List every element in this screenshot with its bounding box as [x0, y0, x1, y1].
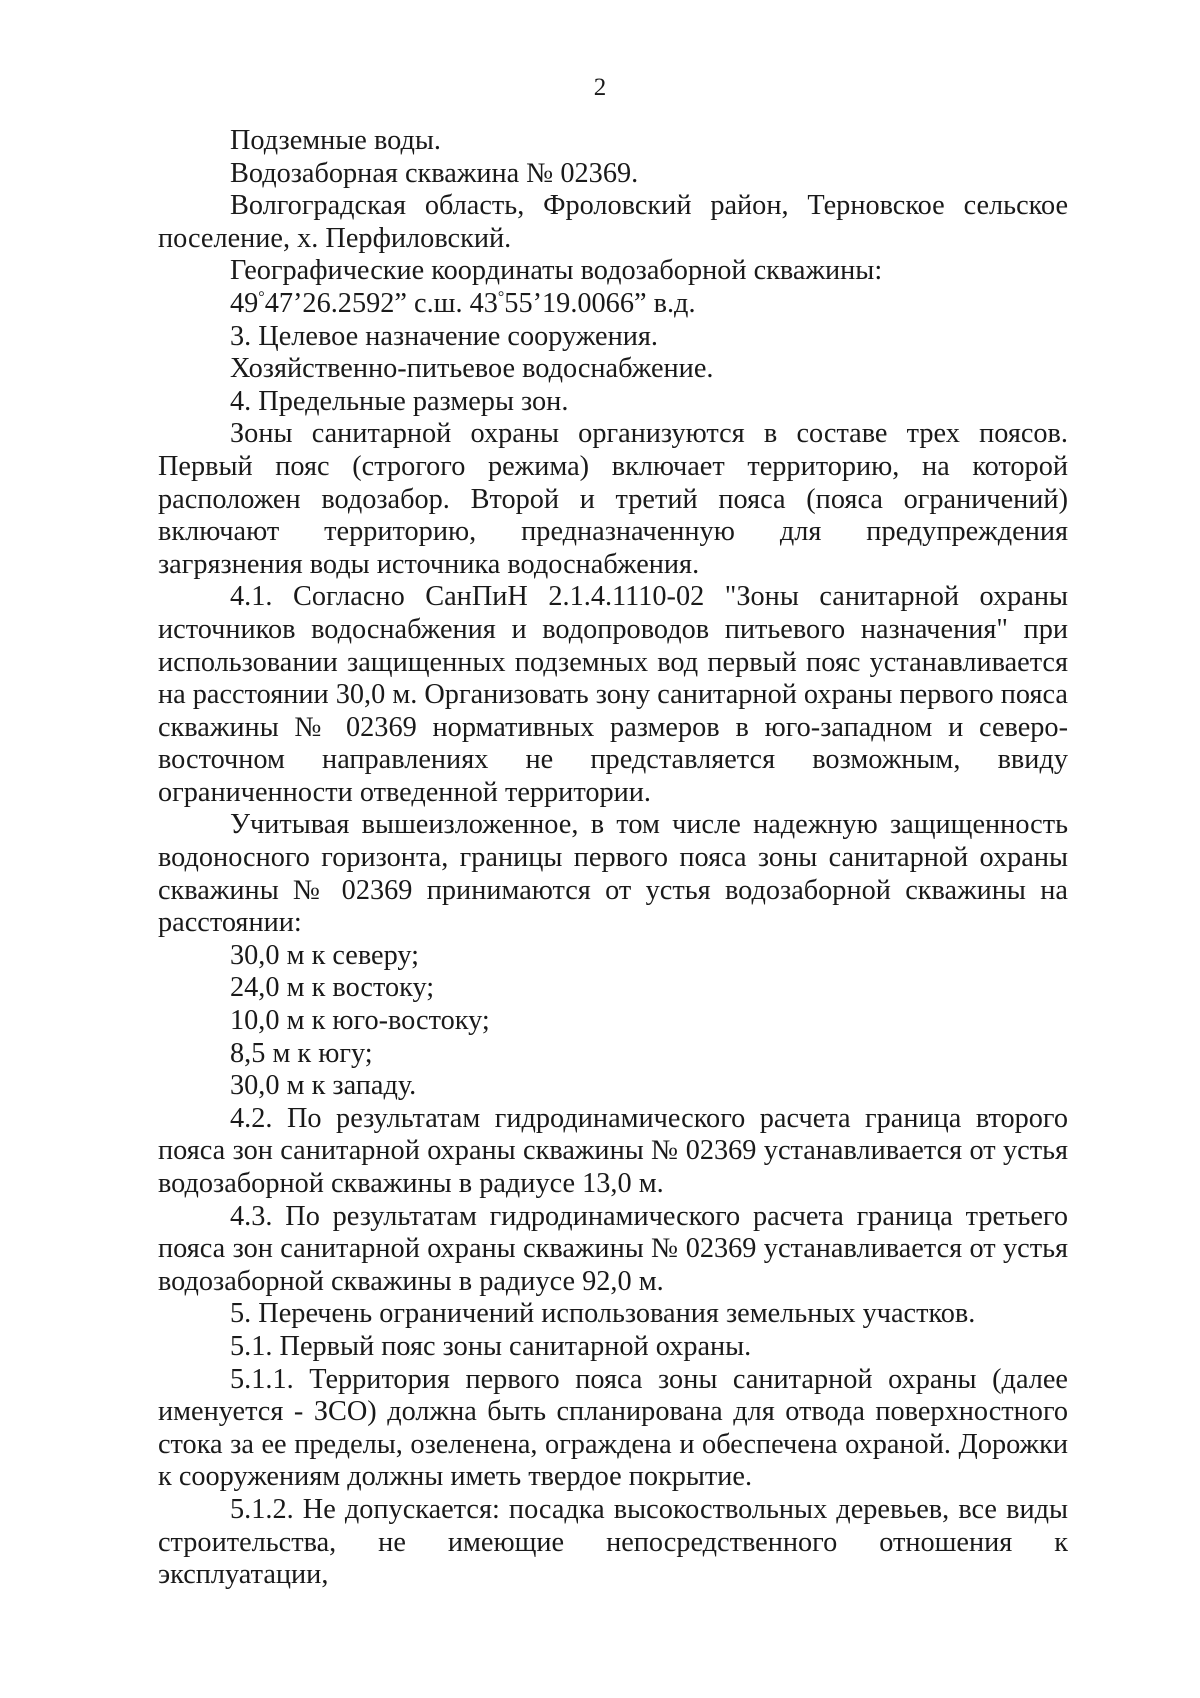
distance-east: 24,0 м к востоку;	[230, 972, 435, 1004]
distance-north: 30,0 м к северу;	[230, 939, 420, 971]
paragraph-water-type: Подземные воды.	[230, 125, 441, 156]
paragraph-section-4-1: 4.1. Согласно СанПиН 2.1.4.1110-02 "Зоны санитарной охраны источников водоснабжения и водопроводов питьевого назначения" при использовании защищенных подземных вод первый пояс устанавливается на расстоянии 30,0 м. Организовать зону санитарной охраны первого пояса скважины № 02369 нормативных размеров в юго-западном и северо-восточном направлениях не представляется возможным, ввиду ограниченности отведенной территории.	[158, 581, 1068, 808]
distance-west: 30,0 м к западу.	[230, 1070, 417, 1102]
longitude-degrees: 43	[469, 287, 498, 319]
paragraph-section-3: 3. Целевое назначение сооружения.	[230, 320, 658, 352]
longitude-degree-symbol: °	[497, 288, 505, 306]
paragraph-section-5-1-2: 5.1.2. Не допускается: посадка высокоствольных деревьев, все виды строительства, не имеющие непосредственного отношения к эксплуатации,	[158, 1493, 1068, 1591]
paragraph-location: Волгоградская область, Фроловский район, Терновское сельское поселение, х. Перфиловский.	[158, 190, 1068, 254]
page-number: 2	[593, 74, 607, 101]
latitude-degrees: 49	[230, 287, 259, 319]
latitude-degree-symbol: °	[258, 288, 265, 306]
longitude-rest: 55’19.0066” в.д.	[504, 287, 696, 319]
paragraph-coordinates-heading: Географические координаты водозаборной скважины:	[230, 255, 883, 287]
paragraph-zones: Зоны санитарной охраны организуются в составе трех поясов. Первый пояс (строгого режима) включает территорию, на которой расположен водозабор. Второй и третий пояса (пояса ограничений) включают территорию, предназначенную для предупреждения загрязнения воды источника водоснабжения.	[158, 418, 1068, 580]
paragraph-section-4-3: 4.3. По результатам гидродинамического расчета граница третьего пояса зон санитарной охраны скважины № 02369 устанавливается от устья водозаборной скважины в радиусе 92,0 м.	[158, 1200, 1068, 1297]
paragraph-section-5-1-1: 5.1.1. Территория первого пояса зоны санитарной охраны (далее именуется - ЗСО) должна быть спланирована для отвода поверхностного стока за ее пределы, озеленена, ограждена и обеспечена охраной. Дорожки к сооружениям должны иметь твердое покрытие.	[158, 1363, 1068, 1493]
distance-south: 8,5 м к югу;	[230, 1037, 373, 1069]
latitude-rest: 47’26.2592” с.ш.	[264, 287, 470, 319]
distance-southeast: 10,0 м к юго-востоку;	[230, 1005, 490, 1037]
document-body	[158, 125, 1068, 1592]
paragraph-coordinates	[158, 288, 1068, 321]
paragraph-section-5-1: 5.1. Первый пояс зоны санитарной охраны.	[230, 1330, 752, 1362]
paragraph-section-4: 4. Предельные размеры зон.	[230, 385, 569, 417]
paragraph-well-number: Водозаборная скважина № 02369.	[230, 157, 639, 189]
paragraph-section-5: 5. Перечень ограничений использования земельных участков.	[230, 1298, 976, 1330]
paragraph-section-4-2: 4.2. По результатам гидродинамического расчета граница второго пояса зон санитарной охраны скважины № 02369 устанавливается от устья водозаборной скважины в радиусе 13,0 м.	[158, 1102, 1068, 1199]
paragraph-considering: Учитывая вышеизложенное, в том числе надежную защищенность водоносного горизонта, границы первого пояса зоны санитарной охраны скважины № 02369 принимаются от устья водозаборной скважины на расстоянии:	[158, 809, 1068, 939]
paragraph-purpose: Хозяйственно-питьевое водоснабжение.	[230, 353, 714, 385]
